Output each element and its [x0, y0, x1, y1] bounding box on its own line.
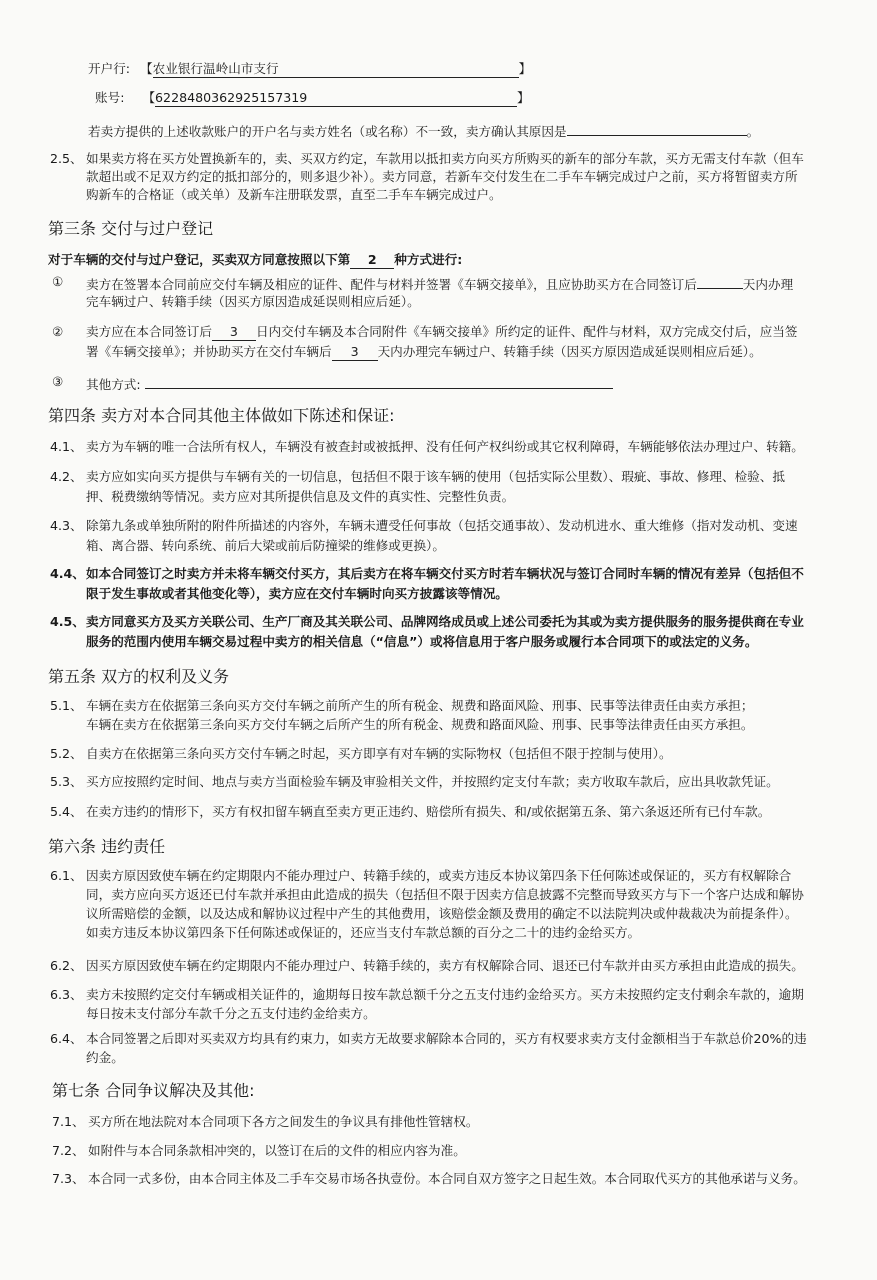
option-3-label: 其他方式:: [86, 377, 141, 392]
clause-number: 6.3、: [50, 987, 83, 1002]
clause-number: 4.5、: [50, 614, 85, 629]
clause-2-5-line-3: 购新车的合格证（或关单）及新车注册联发票，直至二手车车辆完成过户。: [86, 187, 502, 202]
clause-number: 6.2、: [50, 958, 83, 973]
mismatch-row: [88, 119, 759, 141]
section-3-intro: [48, 250, 462, 269]
clause-line: 约金。: [86, 1050, 124, 1065]
clause-2-5-line-2: 款超出或不足双方约定的抵扣部分的，则多退少补）。卖方同意，若新车交付发生在二手车车辆完成过户之前，买方将暂留卖方所: [86, 169, 798, 184]
clause-number: 6.4、: [50, 1031, 83, 1046]
intro-text-b: 种方式进行:: [394, 252, 463, 267]
bank-value: 农业银行温岭山市支行: [153, 61, 519, 78]
option-mark: ③: [52, 374, 64, 389]
clause-line: 如附件与本合同条款相冲突的，以签订在后的文件的相应内容为准。: [88, 1143, 466, 1158]
clause-number: 5.3、: [50, 774, 83, 789]
section-6-title: 第六条 违约责任: [48, 837, 166, 856]
intro-text-a: 对于车辆的交付与过户登记，买卖双方同意按照以下第: [48, 252, 351, 267]
clause-line: 本合同一式多份，由本合同主体及二手车交易市场各执壹份。本合同自双方签字之日起生效。本合同取代买方的其他承诺与义务。: [88, 1171, 806, 1186]
option-1-days-blank: [697, 272, 743, 289]
clause-line: 因买方原因致使车辆在约定期限内不能办理过户、转籍手续的，卖方有权解除合同、退还已付车款并由买方承担由此造成的损失。: [86, 958, 804, 973]
clause-number: 7.2、: [52, 1143, 85, 1158]
account-value: 6228480362925157319: [155, 90, 517, 107]
clause-line: 车辆在卖方在依据第三条向买方交付车辆之后所产生的所有税金、规费和路面风险、刑事、民事等法律责任由买方承担。: [86, 717, 754, 732]
clause-line: 本合同签署之后即对买卖双方均具有约束力，如卖方无故要求解除本合同的，买方有权要求卖方支付金额相当于车款总价20%的违: [86, 1031, 807, 1046]
clause-line: 因卖方原因致使车辆在约定期限内不能办理过户、转籍手续的，或卖方违反本协议第四条下任何陈述或保证的，买方有权解除合: [86, 868, 792, 883]
account-bracket-open: 【: [142, 90, 156, 105]
clause-line: 同，卖方应向买方返还已付车款并承担由此造成的损失（包括但不限于因卖方信息披露不完整而导致买方与下一个客户达成和解协: [86, 887, 804, 902]
account-bracket-close: 】: [517, 90, 530, 105]
clause-line: 车辆在卖方在依据第三条向买方交付车辆之前所产生的所有税金、规费和路面风险、刑事、民事等法律责任由卖方承担；: [86, 698, 754, 713]
bank-row: [88, 59, 531, 78]
clause-number: 5.2、: [50, 746, 83, 761]
clause-line: 服务的范围内使用车辆交易过程中卖方的相关信息（“信息”）或将信息用于客户服务或履行本合同项下的或法定的义务。: [86, 634, 758, 649]
clause-line: 如本合同签订之时卖方并未将车辆交付买方，其后卖方在将车辆交付买方时若车辆状况与签订合同时车辆的情况有差异（包括但不: [86, 566, 804, 581]
section-7-title: 第七条 合同争议解决及其他:: [52, 1081, 255, 1100]
option-3-line: [86, 372, 613, 394]
clause-number: 2.5、: [50, 151, 83, 166]
clause-line: 每日按未支付部分车款千分之五支付违约金给卖方。: [86, 1006, 376, 1021]
mismatch-blank: [567, 119, 747, 136]
option-1-line-2: 完车辆过户、转籍手续（因买方原因造成延误则相应后延）。: [86, 294, 420, 309]
option-2-days-2: 3: [332, 344, 378, 361]
option-2-text-c: 署《车辆交接单》；并协助买方在交付车辆后: [86, 344, 332, 359]
option-2-text-a: 卖方应在本合同签订后: [86, 324, 212, 339]
section-5-title: 第五条 双方的权利及义务: [48, 667, 230, 686]
clause-number: 4.1、: [50, 439, 83, 454]
clause-2-5-line-1: 如果卖方将在买方处置换新车的，卖、买双方约定，车款用以抵扣卖方向买方所购买的新车的部分车款，买方无需支付车款（但车: [86, 151, 804, 166]
option-2-days-1: 3: [212, 324, 256, 341]
account-row: [95, 88, 530, 107]
clause-number: 4.3、: [50, 518, 83, 533]
clause-line: 买方所在地法院对本合同项下各方之间发生的争议具有排他性管辖权。: [88, 1114, 479, 1129]
bank-label: 开户行:: [88, 61, 131, 76]
section-4-title: 第四条 卖方对本合同其他主体做如下陈述和保证:: [48, 406, 395, 425]
clause-line: 卖方应如实向买方提供与车辆有关的一切信息，包括但不限于该车辆的使用（包括实际公里数）、瑕疵、事故、修理、检验、抵: [86, 469, 785, 484]
clause-number: 5.1、: [50, 698, 83, 713]
option-2-text-d: 天内办理完车辆过户、转籍手续（因买方原因造成延误则相应后延）。: [377, 344, 762, 359]
account-label: 账号:: [95, 90, 125, 105]
clause-line: 押、税费缴纳等情况。卖方应对其所提供信息及文件的真实性、完整性负责。: [86, 489, 515, 504]
option-1-text-a: 卖方在签署本合同前应交付车辆及相应的证件、配件与材料并签署《车辆交接单》，且应协助买方在合同签订后: [86, 277, 697, 292]
option-2-text-b: 日内交付车辆及本合同附件《车辆交接单》所约定的证件、配件与材料，双方完成交付后，应当签: [255, 324, 798, 339]
clause-line: 如卖方违反本协议第四条下任何陈述或保证的，还应当支付车款总额的百分之二十的违约金给买方。: [86, 925, 641, 940]
clause-line: 除第九条或单独所附的附件所描述的内容外，车辆未遭受任何事故（包括交通事故）、发动机进水、重大维修（指对发动机、变速: [86, 518, 798, 533]
mismatch-end: 。: [746, 124, 760, 139]
option-mark: ①: [52, 274, 64, 289]
clause-line: 卖方为车辆的唯一合法所有权人，车辆没有被查封或被抵押、没有任何产权纠纷或其它权利障碍，车辆能够依法办理过户、转籍。: [86, 439, 804, 454]
clause-line: 箱、离合器、转向系统、前后大梁或前后防撞梁的维修或更换）。: [86, 538, 445, 553]
clause-line: 买方应按照约定时间、地点与卖方当面检验车辆及审验相关文件，并按照约定支付车款；卖方收取车款后，应出具收款凭证。: [86, 774, 779, 789]
clause-number: 7.3、: [52, 1171, 85, 1186]
clause-number: 6.1、: [50, 868, 83, 883]
option-mark: ②: [52, 324, 64, 339]
option-1-text-b: 天内办理: [742, 277, 794, 292]
clause-number: 7.1、: [52, 1114, 85, 1129]
option-2-line-1: [86, 322, 797, 341]
bank-bracket-open: 【: [140, 61, 153, 76]
clause-number: 4.2、: [50, 469, 83, 484]
clause-line: 卖方未按照约定交付车辆或相关证件的，逾期每日按车款总额千分之五支付违约金给买方。买方未按照约定支付剩余车款的，逾期: [86, 987, 804, 1002]
option-1-line-1: [86, 272, 793, 294]
clause-line: 限于发生事故或者其他变化等），卖方应在交付车辆时向买方披露该等情况。: [86, 586, 508, 601]
option-3-blank: [145, 372, 613, 389]
clause-line: 卖方同意买方及买方关联公司、生产厂商及其关联公司、品牌网络成员或上述公司委托为其或为卖方提供服务的服务提供商在专业: [86, 614, 804, 629]
bank-bracket-close: 】: [518, 61, 532, 76]
clause-line: 在卖方违约的情形下，买方有权扣留车辆直至卖方更正违约、赔偿所有损失、和/或依据第五条、第六条返还所有已付车款。: [86, 804, 771, 819]
clause-line: 议所需赔偿的金额，以及达成和解协议过程中产生的其他费用，该赔偿金额及费用的确定不以法院判决或仲裁裁决为前提条件）。: [86, 906, 798, 921]
clause-number: 5.4、: [50, 804, 83, 819]
clause-number: 4.4、: [50, 566, 85, 581]
mismatch-note: 若卖方提供的上述收款账户的开户名与卖方姓名（或名称）不一致，卖方确认其原因是: [88, 124, 567, 139]
option-2-line-2: [86, 342, 762, 361]
delivery-option-choice: 2: [350, 252, 394, 269]
clause-line: 自卖方在依据第三条向买方交付车辆之时起，买方即享有对车辆的实际物权（包括但不限于控制与使用）。: [86, 746, 672, 761]
section-3-title: 第三条 交付与过户登记: [48, 219, 214, 238]
